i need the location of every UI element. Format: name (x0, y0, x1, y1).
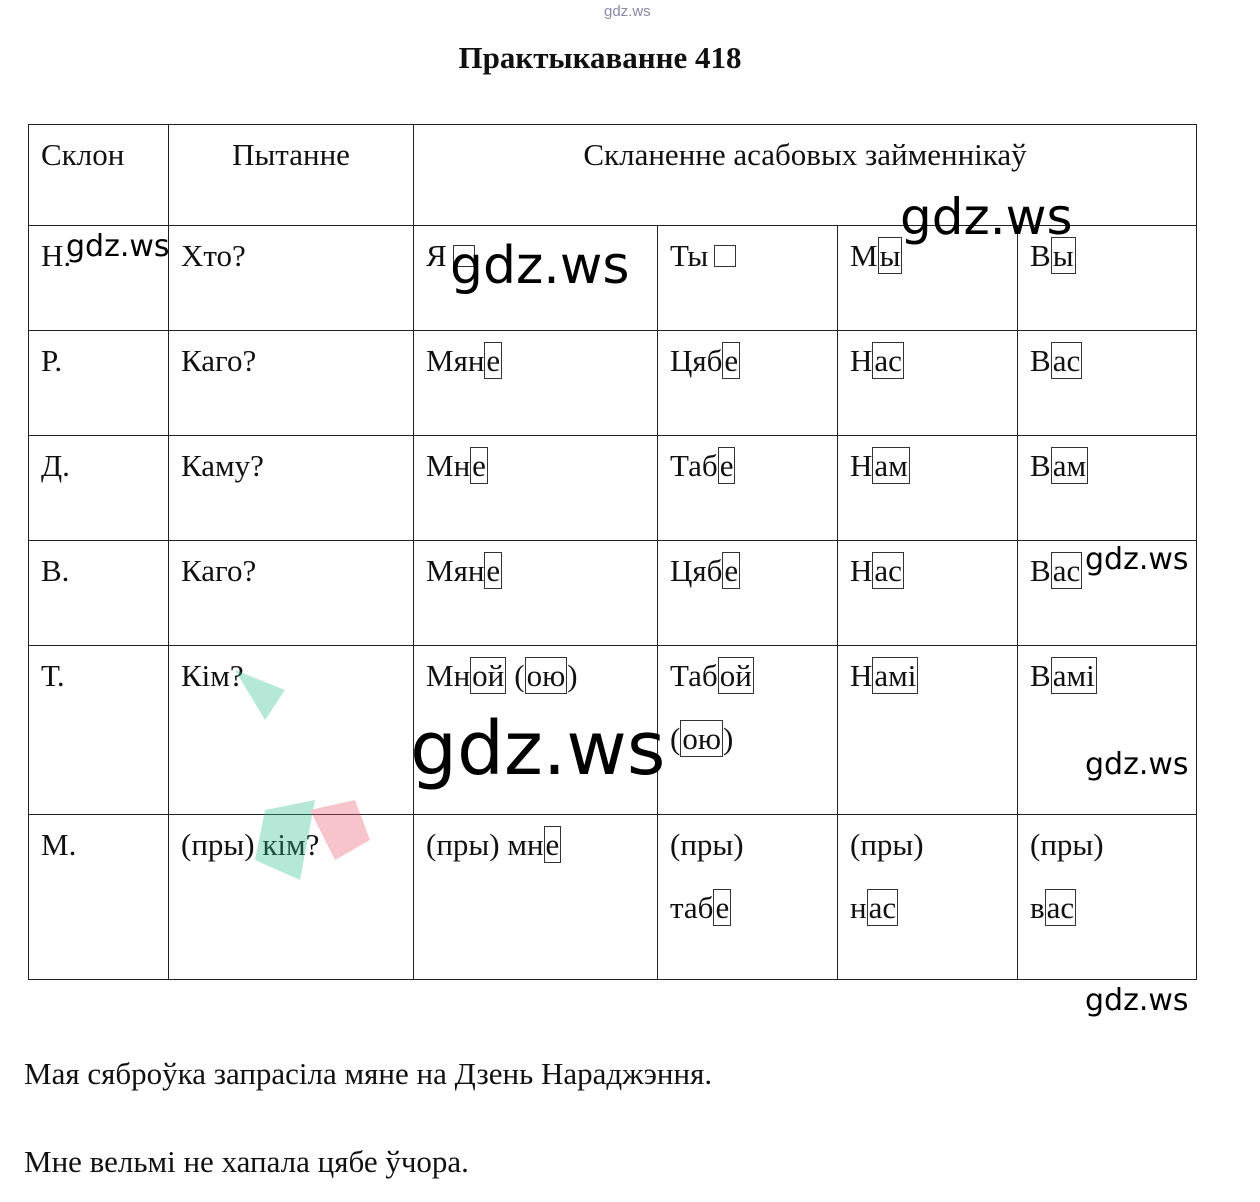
alt-ending: (ою) (670, 720, 734, 756)
pronoun-cell (414, 331, 658, 436)
ending-box: ас (1052, 553, 1081, 588)
ending-box: е (545, 827, 560, 862)
pronoun-cell (1018, 815, 1197, 980)
question-cell: Каго? (169, 331, 414, 436)
pronoun-cell (838, 646, 1018, 815)
ending-box: е (715, 889, 730, 925)
word-stem: Н (850, 448, 873, 483)
ending-box: ою (526, 658, 566, 693)
ending-box: ой (472, 658, 505, 693)
word-stem: Н (850, 553, 873, 588)
watermark: gdz.ws (1085, 542, 1189, 577)
preposition: (пры) (1030, 827, 1104, 862)
watermark: gdz.ws (450, 236, 630, 296)
pronoun-cell (658, 815, 838, 980)
watermark: gdz.ws (410, 706, 666, 792)
empty-ending-box (714, 245, 736, 267)
preposition: (пры) (670, 827, 744, 862)
word-stem: В (1030, 658, 1051, 693)
table-row (29, 815, 1197, 980)
case-label: М. (29, 815, 169, 980)
word-stem: Мян (426, 553, 485, 588)
ending-box: ас (1046, 889, 1075, 925)
top-watermark: gdz.ws (604, 3, 651, 20)
word-stem: Мн (426, 658, 471, 693)
question-cell: Каму? (169, 436, 414, 541)
ending-box: амі (1052, 658, 1095, 693)
pronoun-cell (1018, 646, 1197, 815)
word-stem: Мян (426, 343, 485, 378)
word-stem: В (1030, 238, 1051, 273)
header-declension: Скланенне асабовых займеннікаў (414, 125, 1197, 226)
decorative-marks (225, 660, 385, 890)
question-cell: Каго? (169, 541, 414, 646)
word-stem: Мн (426, 448, 471, 483)
page-title: Практыкаванне 418 (458, 40, 742, 75)
pronoun-cell (658, 331, 838, 436)
pronoun-cell (414, 815, 658, 980)
sentence-2: Мне вельмі не хапала цябе ўчора. (24, 1144, 469, 1179)
ending-box: ой (719, 658, 752, 693)
watermark: gdz.ws (900, 188, 1073, 246)
table-row (29, 541, 1197, 646)
case-label: Р. (29, 331, 169, 436)
word-stem: В (1030, 553, 1051, 588)
ending-box: ас (874, 343, 902, 378)
pronoun-cell (1018, 331, 1197, 436)
word-stem: Таб (670, 658, 718, 693)
pronoun-cell (838, 436, 1018, 541)
header-case: Склон (29, 125, 169, 226)
question-cell: Кім? (169, 646, 414, 815)
pronoun-cell (414, 436, 658, 541)
case-label: Т. (29, 646, 169, 815)
word-stem: таб (670, 889, 714, 925)
word-stem: Цяб (670, 343, 723, 378)
ending-box: амі (874, 658, 917, 693)
word-stem: мн (507, 827, 544, 862)
word-stem: В (1030, 343, 1051, 378)
pronoun-cell (838, 541, 1018, 646)
sentence-1: Мая сяброўка запрасіла мяне на Дзень Нараджэння. (24, 1056, 713, 1091)
word-stem: Я (426, 238, 447, 273)
case-label: В. (29, 541, 169, 646)
ending-box: е (724, 553, 739, 588)
word-stem: Н (850, 658, 873, 693)
pronoun-cell (1018, 436, 1197, 541)
word-stem: М (850, 238, 878, 273)
header-question: Пытанне (169, 125, 414, 226)
ending-box: е (719, 448, 734, 483)
pronoun-cell (658, 646, 838, 815)
ending-box: е (486, 343, 501, 378)
pronoun-cell (838, 815, 1018, 980)
ending-box: е (724, 343, 739, 378)
pronoun-cell (414, 541, 658, 646)
ending-box: ы (879, 238, 901, 273)
watermark: gdz.ws (1085, 983, 1189, 1018)
question-cell: Хто? (169, 226, 414, 331)
word-stem: Таб (670, 448, 718, 483)
word-stem: Н (850, 343, 873, 378)
alt-ending: (ою) (514, 658, 578, 693)
ending-box: ам (1052, 448, 1087, 483)
pronoun-cell (658, 541, 838, 646)
pronoun-cell (838, 331, 1018, 436)
table-row (29, 436, 1197, 541)
question-cell: (пры) кім? (169, 815, 414, 980)
word-stem: Ты (670, 238, 709, 273)
word-stem: В (1030, 448, 1051, 483)
ending-box: ам (874, 448, 908, 483)
table-row (29, 331, 1197, 436)
watermark: gdz.ws (66, 229, 170, 264)
preposition: (пры) (850, 827, 924, 862)
ending-box: е (472, 448, 486, 483)
ending-box: ы (1052, 238, 1074, 273)
ending-box: е (486, 553, 501, 588)
word-stem: в (1030, 889, 1045, 925)
pronoun-cell (658, 436, 838, 541)
pronoun-cell (658, 226, 838, 331)
ending-box: ас (874, 553, 902, 588)
word-stem: Цяб (670, 553, 723, 588)
case-label: Н. (29, 226, 169, 331)
ending-box: ас (868, 889, 897, 925)
ending-box: ас (1052, 343, 1081, 378)
preposition: (пры) (426, 827, 508, 862)
word-stem: н (850, 889, 867, 925)
ending-box: ою (682, 720, 721, 756)
case-label: Д. (29, 436, 169, 541)
watermark: gdz.ws (1085, 747, 1189, 782)
